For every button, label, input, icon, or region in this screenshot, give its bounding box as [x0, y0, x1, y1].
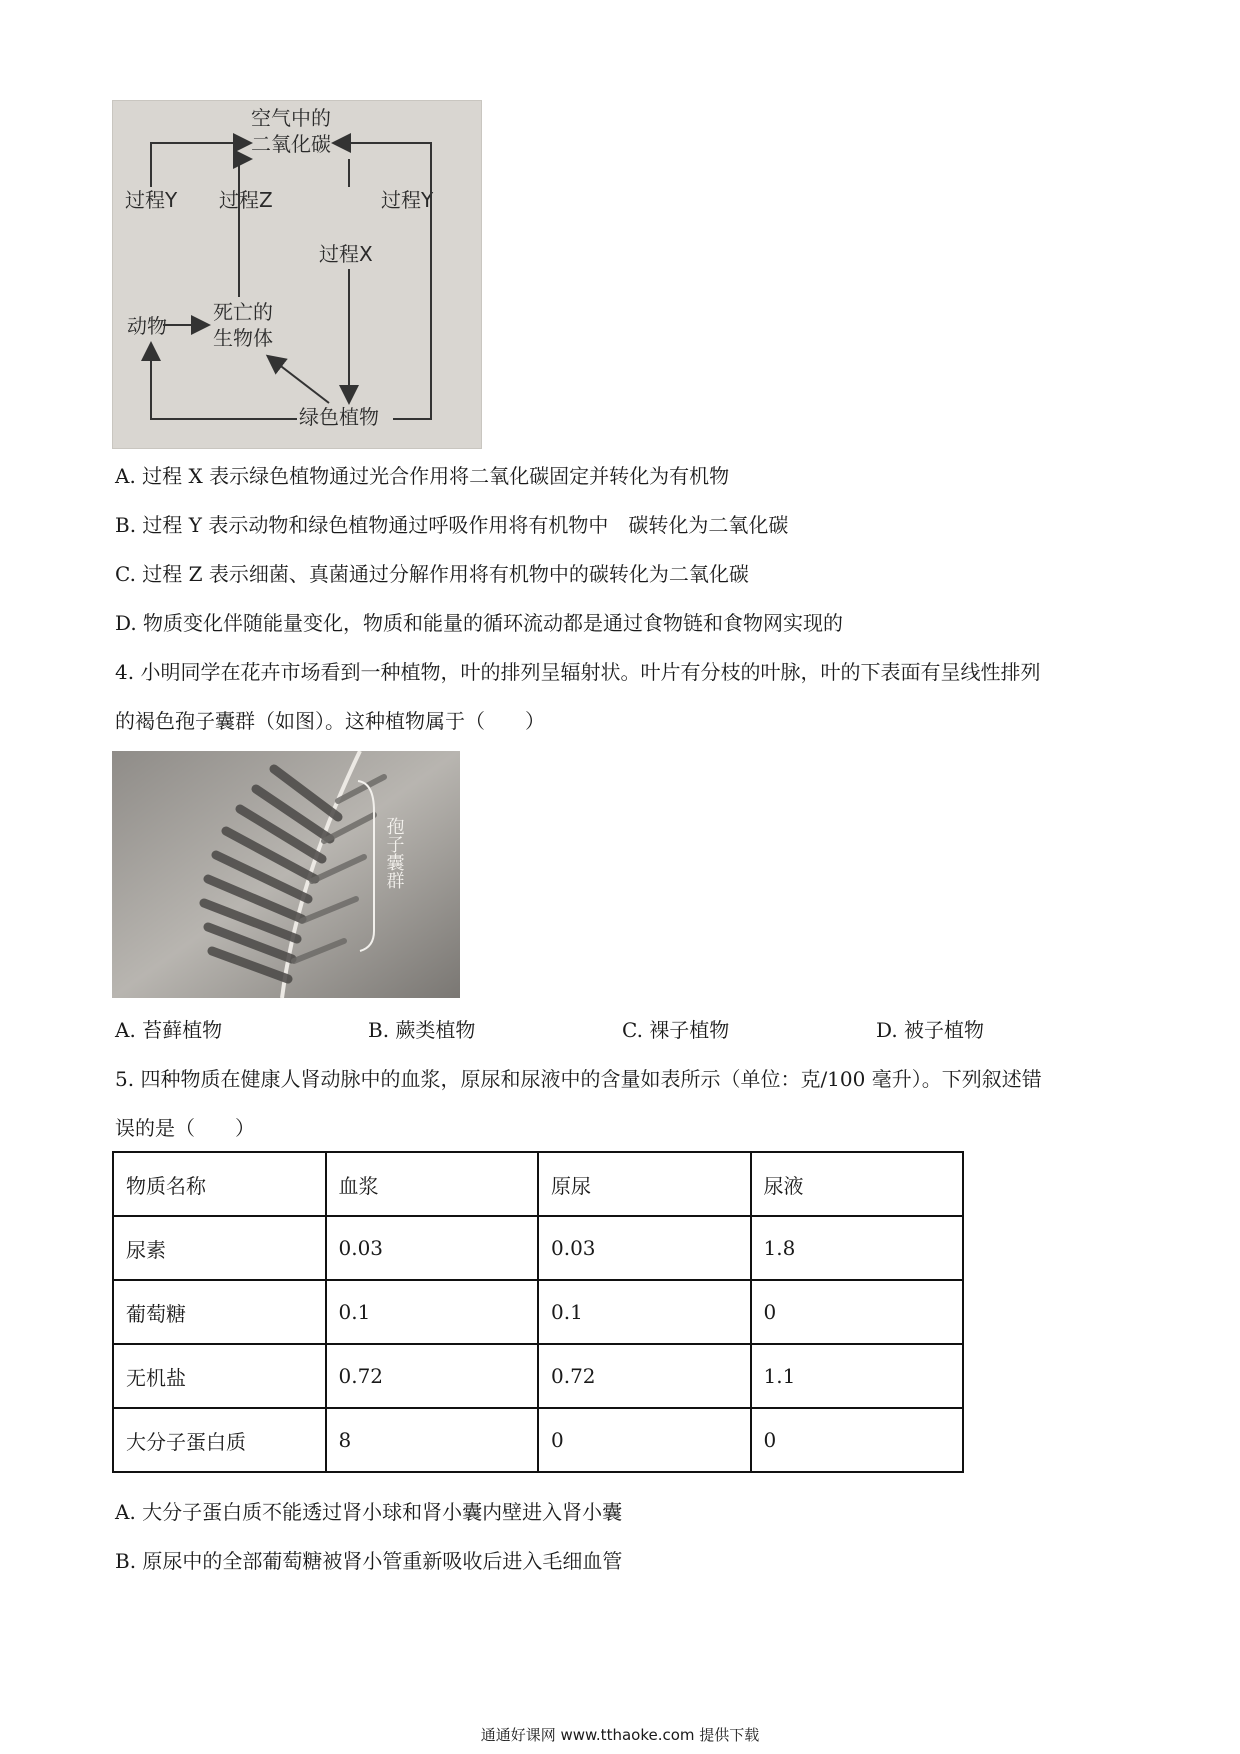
q3-option-d: D. 物质变化伴随能量变化，物质和能量的循环流动都是通过食物链和食物网实现的 [115, 611, 844, 635]
table-cell: 大分子蛋白质 [113, 1408, 326, 1472]
label-process-y-right: 过程Y [381, 188, 434, 212]
table-cell: 0.1 [538, 1280, 751, 1344]
table-cell: 0.72 [538, 1344, 751, 1408]
table-cell: 0.03 [538, 1216, 751, 1280]
label-process-z: 过程Z [219, 188, 273, 212]
q4-option-d: D. 被子植物 [876, 1018, 985, 1042]
table-cell: 0 [538, 1408, 751, 1472]
q5-stem-line1: 5. 四种物质在健康人肾动脉中的血浆，原尿和尿液中的含量如表所示（单位：克/100 毫升）。下列叙述错 [115, 1067, 1042, 1091]
table-cell: 无机盐 [113, 1344, 326, 1408]
table-header-cell: 血浆 [326, 1152, 539, 1216]
q5-stem-line2: 误的是（ ） [115, 1116, 255, 1140]
table-cell: 1.8 [751, 1216, 964, 1280]
table-row [113, 1408, 963, 1472]
substance-table [112, 1151, 964, 1473]
fern-leaf-image [112, 751, 460, 998]
q5-option-b: B. 原尿中的全部葡萄糖被肾小管重新吸收后进入毛细血管 [115, 1549, 623, 1573]
table-header-row [113, 1152, 963, 1216]
q5-option-a: A. 大分子蛋白质不能透过肾小球和肾小囊内壁进入肾小囊 [115, 1500, 623, 1524]
node-air-co2-line2: 二氧化碳 [251, 132, 331, 156]
page-footer: 通通好课网 www.tthaoke.com 提供下载 [480, 1726, 760, 1744]
q4-option-c: C. 裸子植物 [622, 1018, 730, 1042]
table-row [113, 1280, 963, 1344]
node-air-co2-line1: 空气中的 [251, 106, 331, 130]
table-cell: 0 [751, 1280, 964, 1344]
q4-stem-line1: 4. 小明同学在花卉市场看到一种植物，叶的排列呈辐射状。叶片有分枝的叶脉，叶的下表面有呈线性排列 [115, 660, 1041, 684]
q3-option-a: A. 过程 X 表示绿色植物通过光合作用将二氧化碳固定并转化为有机物 [115, 464, 730, 488]
q3-option-b: B. 过程 Y 表示动物和绿色植物通过呼吸作用将有机物中 碳转化为二氧化碳 [115, 513, 789, 537]
node-animals: 动物 [127, 314, 167, 338]
table-cell: 尿素 [113, 1216, 326, 1280]
node-green-plants: 绿色植物 [299, 405, 379, 429]
label-process-y-left: 过程Y [125, 188, 178, 212]
table-cell: 8 [326, 1408, 539, 1472]
q4-option-a: A. 苔藓植物 [115, 1018, 223, 1042]
table-row [113, 1216, 963, 1280]
fern-leaf-photo [112, 751, 460, 998]
table-header-cell: 物质名称 [113, 1152, 326, 1216]
q4-option-b: B. 蕨类植物 [368, 1018, 476, 1042]
table-header-cell: 原尿 [538, 1152, 751, 1216]
carbon-cycle-figure [112, 100, 482, 449]
table-cell: 0 [751, 1408, 964, 1472]
node-dead-line1: 死亡的 [213, 300, 273, 324]
carbon-cycle-diagram [113, 101, 481, 448]
table-row [113, 1344, 963, 1408]
node-dead-line2: 生物体 [213, 326, 273, 350]
table-header-cell: 尿液 [751, 1152, 964, 1216]
table-cell: 1.1 [751, 1344, 964, 1408]
q3-option-c: C. 过程 Z 表示细菌、真菌通过分解作用将有机物中的碳转化为二氧化碳 [115, 562, 749, 586]
table-cell: 0.03 [326, 1216, 539, 1280]
table-cell: 0.72 [326, 1344, 539, 1408]
q4-stem-line2: 的褐色孢子囊群（如图）。这种植物属于（ ） [115, 709, 545, 733]
label-process-x: 过程X [319, 242, 373, 266]
table-cell: 葡萄糖 [113, 1280, 326, 1344]
sporangia-label: 孢子囊群 [383, 817, 405, 889]
table-cell: 0.1 [326, 1280, 539, 1344]
